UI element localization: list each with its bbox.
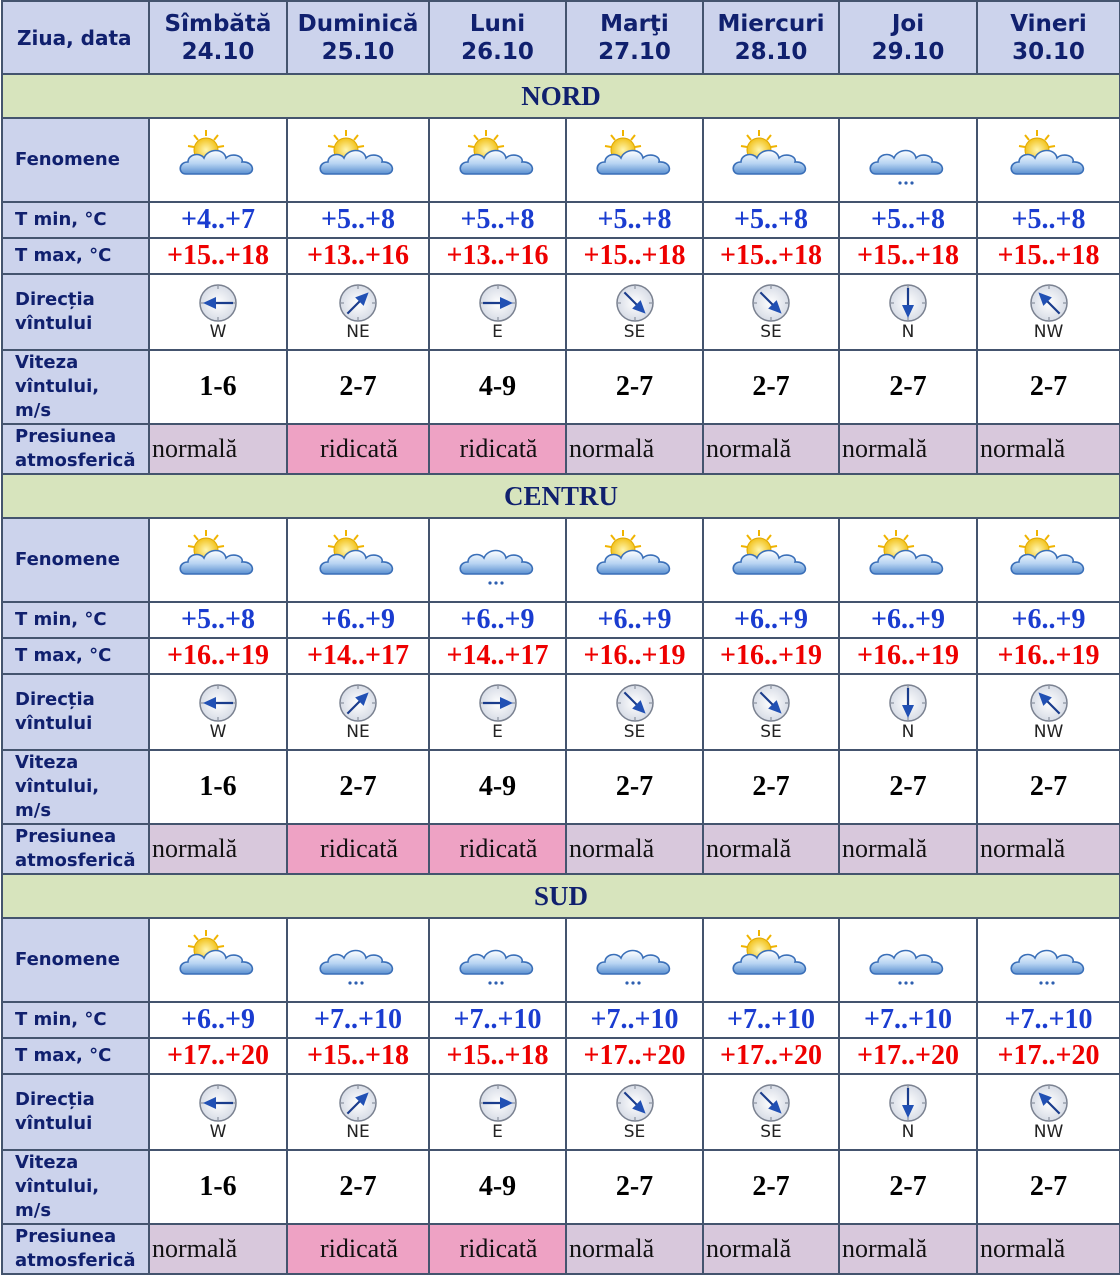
row-label-text: Direcția <box>15 689 95 710</box>
tmax-cell: +15..+18 <box>149 238 287 274</box>
phenomena-cell <box>839 918 977 1002</box>
row-label <box>2 350 149 424</box>
phenomena-cell <box>703 918 839 1002</box>
day-name: Miercuri <box>717 10 825 37</box>
wind-direction-cell <box>287 1074 429 1150</box>
partly-cloudy-icon <box>729 928 813 992</box>
region-title: CENTRU <box>2 474 1120 518</box>
wind-compass-icon <box>614 282 656 324</box>
day-name: Joi <box>891 10 925 37</box>
tmin-cell: +7..+10 <box>429 1002 566 1038</box>
day-name: Vineri <box>1010 10 1087 37</box>
wind-speed-cell: 2-7 <box>703 350 839 424</box>
day-name: Duminică <box>297 10 419 37</box>
wind-direction-cell <box>566 274 703 350</box>
day-header <box>703 1 839 74</box>
wind-direction-cell <box>149 1074 287 1150</box>
phenomena-cell <box>429 118 566 202</box>
tmax-cell: +16..+19 <box>977 638 1120 674</box>
phenomena-cell <box>839 118 977 202</box>
wind-direction-label: NW <box>1033 322 1064 342</box>
partly-cloudy-icon <box>1007 528 1091 592</box>
phenomena-row <box>2 118 1120 202</box>
phenomena-cell <box>977 918 1120 1002</box>
tmin-cell: +7..+10 <box>566 1002 703 1038</box>
partly-cloudy-icon <box>1007 128 1091 192</box>
wind-speed-cell: 1-6 <box>149 1150 287 1224</box>
row-label-text: T max, °C <box>15 245 112 266</box>
tmax-cell: +13..+16 <box>429 238 566 274</box>
region-row <box>2 474 1120 518</box>
wind-compass-icon <box>337 282 379 324</box>
wind-direction-cell <box>429 1074 566 1150</box>
wind-direction-cell <box>977 274 1120 350</box>
region-row <box>2 74 1120 118</box>
wind-speed-cell: 1-6 <box>149 350 287 424</box>
pressure-cell: normală <box>977 424 1120 474</box>
phenomena-cell <box>566 118 703 202</box>
pressure-row <box>2 424 1120 474</box>
row-label-text: vîntului, <box>15 1176 100 1197</box>
wind-speed-cell: 2-7 <box>287 750 429 824</box>
wind-direction-label: SE <box>760 322 782 342</box>
tmin-cell: +4..+7 <box>149 202 287 238</box>
wind-compass-icon <box>750 1082 792 1124</box>
wind-direction-label: NE <box>346 1122 370 1142</box>
row-label-text: atmosferică <box>15 450 136 471</box>
row-label-text: vîntului <box>15 1113 93 1134</box>
wind-compass-icon <box>477 1082 519 1124</box>
tmin-cell: +5..+8 <box>977 202 1120 238</box>
wind-compass-icon <box>337 682 379 724</box>
row-label-text: Viteza <box>15 1152 79 1173</box>
row-label <box>2 1150 149 1224</box>
tmax-cell: +16..+19 <box>566 638 703 674</box>
row-label-text: T min, °C <box>15 209 107 230</box>
wind-speed-cell: 2-7 <box>977 1150 1120 1224</box>
row-label-text: vîntului, <box>15 776 100 797</box>
tmax-cell: +15..+18 <box>566 238 703 274</box>
pressure-cell: ridicată <box>429 824 566 874</box>
phenomena-cell <box>287 518 429 602</box>
wind-direction-label: N <box>901 1122 915 1142</box>
wind-speed-cell: 2-7 <box>839 750 977 824</box>
cloudy-light-rain-icon <box>316 928 400 992</box>
pressure-cell: ridicată <box>287 424 429 474</box>
wind-compass-icon <box>1028 682 1070 724</box>
row-label-text: Fenomene <box>15 149 120 170</box>
day-date-header: Ziua, data <box>2 1 149 74</box>
wind-compass-icon <box>887 1082 929 1124</box>
partly-cloudy-icon <box>456 128 540 192</box>
phenomena-cell <box>149 518 287 602</box>
cloudy-light-rain-icon <box>593 928 677 992</box>
wind-speed-cell: 2-7 <box>977 350 1120 424</box>
wind-direction-label: SE <box>623 322 646 342</box>
row-label-text: Direcția <box>15 289 95 310</box>
pressure-cell: normală <box>566 424 703 474</box>
wind-compass-icon <box>750 282 792 324</box>
partly-cloudy-icon <box>176 528 260 592</box>
tmin-row <box>2 202 1120 238</box>
day-header <box>839 1 977 74</box>
tmax-cell: +15..+18 <box>287 1038 429 1074</box>
day-header <box>566 1 703 74</box>
wind-compass-icon <box>887 282 929 324</box>
day-name: Sîmbătă <box>164 10 272 37</box>
tmax-cell: +14..+17 <box>429 638 566 674</box>
pressure-cell: normală <box>149 1224 287 1274</box>
day-name: Luni <box>469 10 526 37</box>
wind-compass-icon <box>1028 282 1070 324</box>
row-label-text: vîntului, <box>15 376 100 397</box>
pressure-cell: normală <box>703 424 839 474</box>
row-label <box>2 674 149 750</box>
row-label-text: Fenomene <box>15 549 120 570</box>
row-label-text: m/s <box>15 800 52 821</box>
wind-speed-row <box>2 350 1120 424</box>
phenomena-cell <box>703 118 839 202</box>
wind-speed-cell: 2-7 <box>703 750 839 824</box>
phenomena-cell <box>149 918 287 1002</box>
wind-speed-cell: 2-7 <box>566 1150 703 1224</box>
partly-cloudy-icon <box>316 528 400 592</box>
row-label-text: atmosferică <box>15 1250 136 1271</box>
row-label-text: T min, °C <box>15 1009 107 1030</box>
tmax-cell: +17..+20 <box>703 1038 839 1074</box>
pressure-cell: normală <box>839 424 977 474</box>
row-label-text: Presiunea <box>15 426 117 447</box>
tmin-cell: +5..+8 <box>703 202 839 238</box>
partly-cloudy-icon <box>593 528 677 592</box>
wind-direction-label: W <box>209 722 227 742</box>
row-label-text: T max, °C <box>15 1045 112 1066</box>
forecast-table <box>1 0 1120 1275</box>
row-label <box>2 602 149 638</box>
wind-direction-cell <box>839 274 977 350</box>
wind-direction-cell <box>839 1074 977 1150</box>
wind-direction-label: W <box>209 322 227 342</box>
tmin-cell: +6..+9 <box>429 602 566 638</box>
row-label <box>2 274 149 350</box>
wind-direction-cell <box>287 274 429 350</box>
phenomena-cell <box>977 518 1120 602</box>
wind-direction-label: SE <box>623 1122 646 1142</box>
row-label-text: T min, °C <box>15 609 107 630</box>
pressure-cell: ridicată <box>287 1224 429 1274</box>
wind-direction-cell <box>566 674 703 750</box>
tmin-cell: +5..+8 <box>149 602 287 638</box>
wind-compass-icon <box>477 282 519 324</box>
wind-compass-icon <box>197 1082 239 1124</box>
wind-direction-label: SE <box>760 722 782 742</box>
row-label <box>2 202 149 238</box>
tmax-cell: +15..+18 <box>429 1038 566 1074</box>
tmin-cell: +7..+10 <box>703 1002 839 1038</box>
tmax-cell: +16..+19 <box>839 638 977 674</box>
wind-compass-icon <box>614 682 656 724</box>
tmin-cell: +6..+9 <box>977 602 1120 638</box>
wind-speed-cell: 4-9 <box>429 750 566 824</box>
wind-compass-icon <box>477 682 519 724</box>
tmax-cell: +15..+18 <box>839 238 977 274</box>
row-label <box>2 638 149 674</box>
tmin-cell: +6..+9 <box>839 602 977 638</box>
wind-speed-cell: 2-7 <box>566 750 703 824</box>
pressure-cell: normală <box>977 1224 1120 1274</box>
tmin-cell: +5..+8 <box>839 202 977 238</box>
wind-direction-label: SE <box>623 722 646 742</box>
region-row <box>2 874 1120 918</box>
pressure-cell: normală <box>977 824 1120 874</box>
wind-direction-cell <box>149 674 287 750</box>
cloudy-light-rain-icon <box>456 928 540 992</box>
wind-direction-cell <box>703 674 839 750</box>
row-label <box>2 118 149 202</box>
pressure-row <box>2 1224 1120 1274</box>
day-header <box>977 1 1120 74</box>
day-date: 30.10 <box>1012 38 1085 65</box>
tmin-cell: +6..+9 <box>703 602 839 638</box>
wind-direction-label: NE <box>346 322 370 342</box>
row-label-text: vîntului <box>15 313 93 334</box>
row-label <box>2 750 149 824</box>
row-label-text: T max, °C <box>15 645 112 666</box>
wind-speed-cell: 2-7 <box>839 1150 977 1224</box>
partly-cloudy-icon <box>316 128 400 192</box>
pressure-cell: normală <box>839 1224 977 1274</box>
cloudy-light-rain-icon <box>866 928 950 992</box>
phenomena-cell <box>566 918 703 1002</box>
wind-speed-row <box>2 750 1120 824</box>
wind-direction-cell <box>977 674 1120 750</box>
wind-speed-cell: 4-9 <box>429 1150 566 1224</box>
phenomena-row <box>2 918 1120 1002</box>
row-label-text: m/s <box>15 400 52 421</box>
phenomena-cell <box>287 918 429 1002</box>
wind-direction-label: NW <box>1033 722 1064 742</box>
tmax-cell: +16..+19 <box>703 638 839 674</box>
tmin-cell: +5..+8 <box>429 202 566 238</box>
tmin-cell: +7..+10 <box>839 1002 977 1038</box>
tmax-cell: +14..+17 <box>287 638 429 674</box>
pressure-cell: normală <box>149 424 287 474</box>
row-label-text: Presiunea <box>15 1226 117 1247</box>
day-header <box>429 1 566 74</box>
wind-speed-row <box>2 1150 1120 1224</box>
partly-cloudy-icon <box>866 528 950 592</box>
row-label-text: Fenomene <box>15 949 120 970</box>
row-label-text: m/s <box>15 1200 52 1221</box>
tmax-cell: +17..+20 <box>149 1038 287 1074</box>
phenomena-cell <box>149 118 287 202</box>
pressure-cell: normală <box>703 824 839 874</box>
wind-compass-icon <box>337 1082 379 1124</box>
partly-cloudy-icon <box>729 528 813 592</box>
tmax-cell: +17..+20 <box>977 1038 1120 1074</box>
tmax-cell: +15..+18 <box>703 238 839 274</box>
region-title: NORD <box>2 74 1120 118</box>
wind-direction-label: N <box>901 322 915 342</box>
row-label <box>2 918 149 1002</box>
pressure-cell: normală <box>149 824 287 874</box>
wind-direction-cell <box>703 1074 839 1150</box>
wind-direction-row <box>2 1074 1120 1150</box>
wind-direction-cell <box>566 1074 703 1150</box>
day-date: 27.10 <box>598 38 671 65</box>
row-label-text: Direcția <box>15 1089 95 1110</box>
wind-direction-label: NE <box>346 722 370 742</box>
tmin-cell: +5..+8 <box>287 202 429 238</box>
tmax-cell: +17..+20 <box>566 1038 703 1074</box>
phenomena-cell <box>977 118 1120 202</box>
tmin-cell: +6..+9 <box>287 602 429 638</box>
day-date: 24.10 <box>181 38 255 65</box>
pressure-cell: normală <box>566 1224 703 1274</box>
tmax-row <box>2 638 1120 674</box>
day-date: 28.10 <box>734 38 808 65</box>
wind-compass-icon <box>887 682 929 724</box>
cloudy-light-rain-icon <box>456 528 540 592</box>
wind-compass-icon <box>614 1082 656 1124</box>
wind-direction-cell <box>977 1074 1120 1150</box>
phenomena-cell <box>566 518 703 602</box>
tmin-row <box>2 602 1120 638</box>
wind-speed-cell: 4-9 <box>429 350 566 424</box>
phenomena-cell <box>839 518 977 602</box>
wind-speed-cell: 2-7 <box>839 350 977 424</box>
phenomena-cell <box>429 918 566 1002</box>
tmin-cell: +7..+10 <box>977 1002 1120 1038</box>
wind-direction-label: NW <box>1033 1122 1064 1142</box>
wind-compass-icon <box>197 682 239 724</box>
row-label <box>2 1224 149 1274</box>
row-label <box>2 1074 149 1150</box>
row-label-text: Viteza <box>15 752 79 773</box>
wind-speed-cell: 2-7 <box>287 1150 429 1224</box>
phenomena-row <box>2 518 1120 602</box>
wind-speed-cell: 2-7 <box>977 750 1120 824</box>
wind-direction-row <box>2 274 1120 350</box>
cloudy-light-rain-icon <box>866 128 950 192</box>
row-label-text: Presiunea <box>15 826 117 847</box>
row-label <box>2 518 149 602</box>
partly-cloudy-icon <box>176 128 260 192</box>
tmax-cell: +15..+18 <box>977 238 1120 274</box>
tmax-cell: +16..+19 <box>149 638 287 674</box>
row-label <box>2 1038 149 1074</box>
wind-compass-icon <box>197 282 239 324</box>
tmin-cell: +7..+10 <box>287 1002 429 1038</box>
wind-speed-cell: 2-7 <box>287 350 429 424</box>
row-label <box>2 238 149 274</box>
pressure-cell: ridicată <box>429 1224 566 1274</box>
tmin-row <box>2 1002 1120 1038</box>
wind-direction-row <box>2 674 1120 750</box>
partly-cloudy-icon <box>176 928 260 992</box>
tmax-cell: +17..+20 <box>839 1038 977 1074</box>
wind-direction-label: E <box>492 322 503 342</box>
day-header <box>149 1 287 74</box>
wind-direction-cell <box>429 274 566 350</box>
pressure-cell: normală <box>566 824 703 874</box>
row-label-text: Viteza <box>15 352 79 373</box>
cloudy-light-rain-icon <box>1007 928 1091 992</box>
tmin-cell: +6..+9 <box>566 602 703 638</box>
day-date: 26.10 <box>461 38 534 65</box>
partly-cloudy-icon <box>593 128 677 192</box>
wind-direction-cell <box>287 674 429 750</box>
phenomena-cell <box>703 518 839 602</box>
wind-speed-cell: 2-7 <box>703 1150 839 1224</box>
row-label-text: vîntului <box>15 713 93 734</box>
tmin-cell: +5..+8 <box>566 202 703 238</box>
wind-direction-cell <box>149 274 287 350</box>
tmax-row <box>2 238 1120 274</box>
wind-direction-label: E <box>492 722 503 742</box>
pressure-cell: ridicată <box>287 824 429 874</box>
wind-direction-cell <box>703 274 839 350</box>
wind-speed-cell: 1-6 <box>149 750 287 824</box>
wind-compass-icon <box>1028 1082 1070 1124</box>
day-date: 25.10 <box>321 38 395 65</box>
tmin-cell: +6..+9 <box>149 1002 287 1038</box>
tmax-row <box>2 1038 1120 1074</box>
pressure-cell: normală <box>703 1224 839 1274</box>
wind-direction-cell <box>839 674 977 750</box>
day-name: Marţi <box>600 10 669 37</box>
phenomena-cell <box>287 118 429 202</box>
row-label-text: atmosferică <box>15 850 136 871</box>
wind-compass-icon <box>750 682 792 724</box>
wind-direction-label: N <box>901 722 915 742</box>
pressure-row <box>2 824 1120 874</box>
row-label <box>2 424 149 474</box>
pressure-cell: ridicată <box>429 424 566 474</box>
tmax-cell: +13..+16 <box>287 238 429 274</box>
wind-direction-cell <box>429 674 566 750</box>
row-label <box>2 1002 149 1038</box>
header-row <box>2 1 1120 74</box>
day-date: 29.10 <box>871 38 945 65</box>
pressure-cell: normală <box>839 824 977 874</box>
wind-direction-label: E <box>492 1122 503 1142</box>
wind-direction-label: SE <box>760 1122 782 1142</box>
wind-direction-label: W <box>209 1122 227 1142</box>
region-title: SUD <box>2 874 1120 918</box>
day-header <box>287 1 429 74</box>
forecast-body <box>2 1 1120 1274</box>
phenomena-cell <box>429 518 566 602</box>
partly-cloudy-icon <box>729 128 813 192</box>
row-label <box>2 824 149 874</box>
wind-speed-cell: 2-7 <box>566 350 703 424</box>
